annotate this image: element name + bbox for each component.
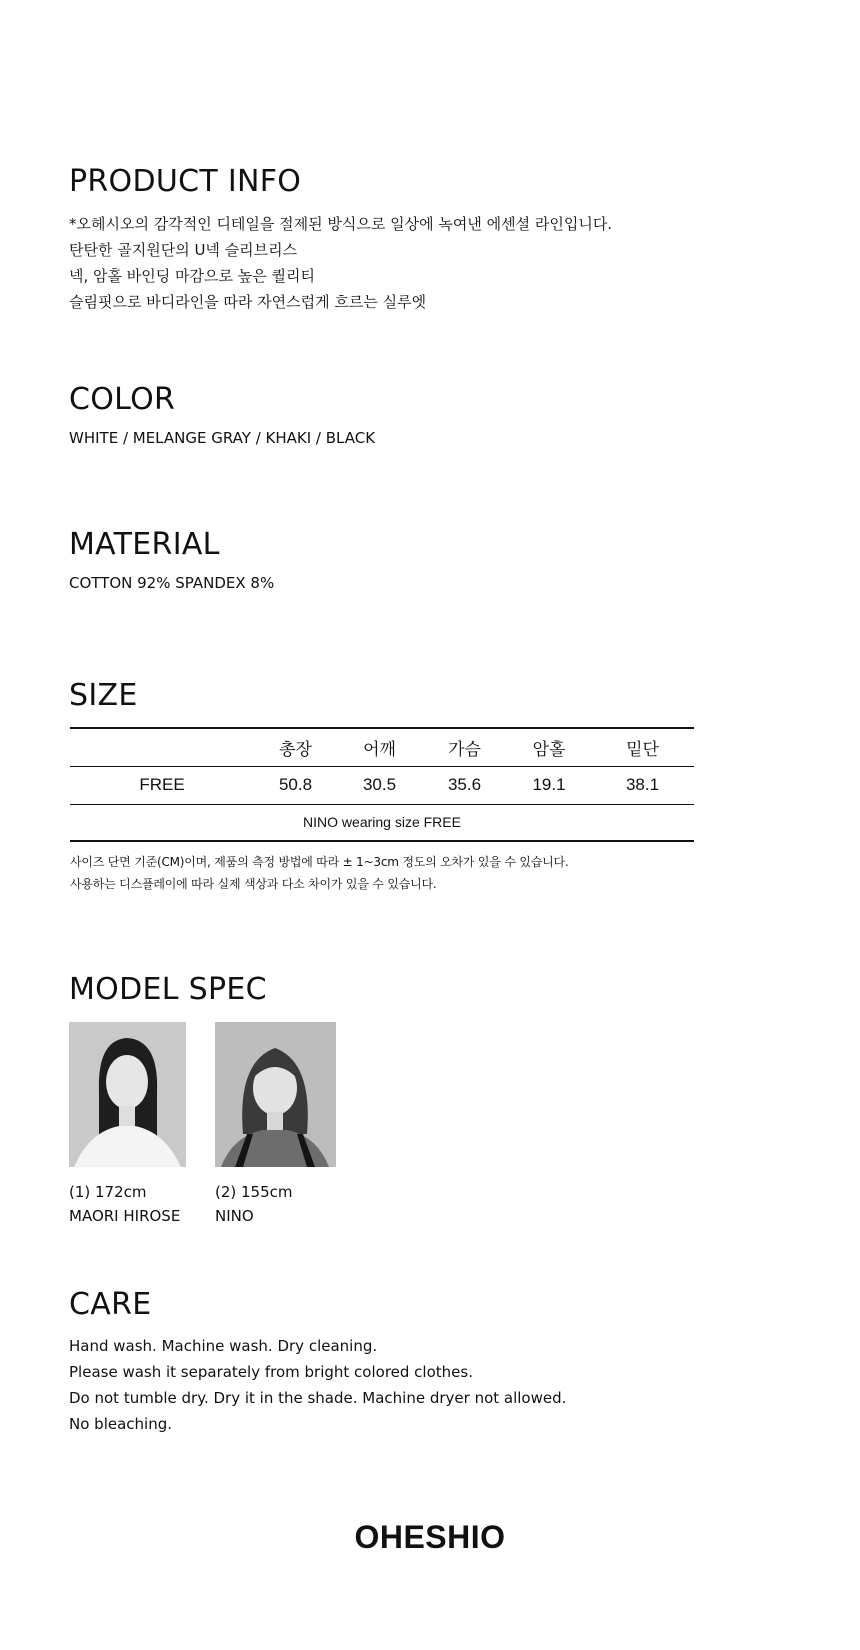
- size-heading: SIZE: [69, 678, 138, 713]
- model-height: (2) 155cm: [215, 1183, 293, 1201]
- model-caption-2: [215, 1180, 293, 1228]
- size-value-cell: 38.1: [625, 775, 660, 794]
- wearing-note-row: [70, 804, 694, 841]
- model-name: NINO: [215, 1207, 254, 1225]
- wearing-note: NINO wearing size FREE: [303, 814, 461, 831]
- size-note-line: 사이즈 단면 기준(CM)이며, 제품의 측정 방법에 따라 ± 1~3cm 정도의 오차가 있을 수 있습니다.: [70, 855, 569, 869]
- table-row: [70, 766, 694, 804]
- model-caption-1: [69, 1180, 180, 1228]
- care-heading: CARE: [69, 1287, 152, 1322]
- model-photo-2: [215, 1022, 336, 1167]
- size-table-header: [70, 728, 694, 766]
- size-col-header: 총장: [279, 739, 312, 760]
- model-name: MAORI HIROSE: [69, 1207, 181, 1225]
- size-col-header: [70, 728, 254, 766]
- product-info-list: [69, 211, 612, 315]
- product-info-line: *오헤시오의 감각적인 디테일을 절제된 방식으로 일상에 녹여낸 에센셜 라인입니다.: [69, 215, 613, 233]
- model-photo-1: [69, 1022, 186, 1167]
- product-info-line: 슬림핏으로 바디라인을 따라 자연스럽게 흐르는 실루엣: [69, 293, 427, 311]
- size-col-header: 가슴: [448, 739, 481, 760]
- size-value-cell: 19.1: [532, 775, 566, 794]
- model-spec-heading: MODEL SPEC: [69, 972, 267, 1007]
- size-col-header: 밑단: [626, 739, 659, 760]
- size-value-cell: 35.6: [447, 775, 482, 794]
- material-value: COTTON 92% SPANDEX 8%: [69, 574, 275, 592]
- color-heading: COLOR: [69, 382, 176, 417]
- care-line: Please wash it separately from bright colored clothes.: [69, 1363, 473, 1381]
- size-label-cell: FREE: [139, 775, 185, 794]
- care-line: Do not tumble dry. Dry it in the shade. Machine dryer not allowed.: [69, 1389, 567, 1407]
- care-line: Hand wash. Machine wash. Dry cleaning.: [69, 1337, 378, 1355]
- model-height: (1) 172cm: [69, 1183, 147, 1201]
- product-info-heading: PRODUCT INFO: [69, 164, 302, 199]
- product-info-line: 탄탄한 골지원단의 U넥 슬리브리스: [69, 241, 298, 259]
- size-col-header: 어깨: [363, 739, 396, 760]
- material-heading: MATERIAL: [69, 527, 220, 562]
- brand-logo: OHESHIO: [354, 1519, 506, 1555]
- product-info-line: 넥, 암홀 바인딩 마감으로 높은 퀄리티: [69, 267, 315, 285]
- size-value-cell: 30.5: [362, 775, 397, 794]
- color-value: WHITE / MELANGE GRAY / KHAKI / BLACK: [69, 429, 376, 447]
- size-note-line: 사용하는 디스플레이에 따라 실제 색상과 다소 차이가 있을 수 있습니다.: [70, 877, 437, 891]
- care-list: [69, 1333, 566, 1437]
- care-line: No bleaching.: [69, 1415, 172, 1433]
- size-notes: [70, 851, 569, 895]
- size-value-cell: 50.8: [278, 775, 313, 794]
- size-table: [70, 727, 694, 842]
- size-col-header: 암홀: [532, 739, 566, 760]
